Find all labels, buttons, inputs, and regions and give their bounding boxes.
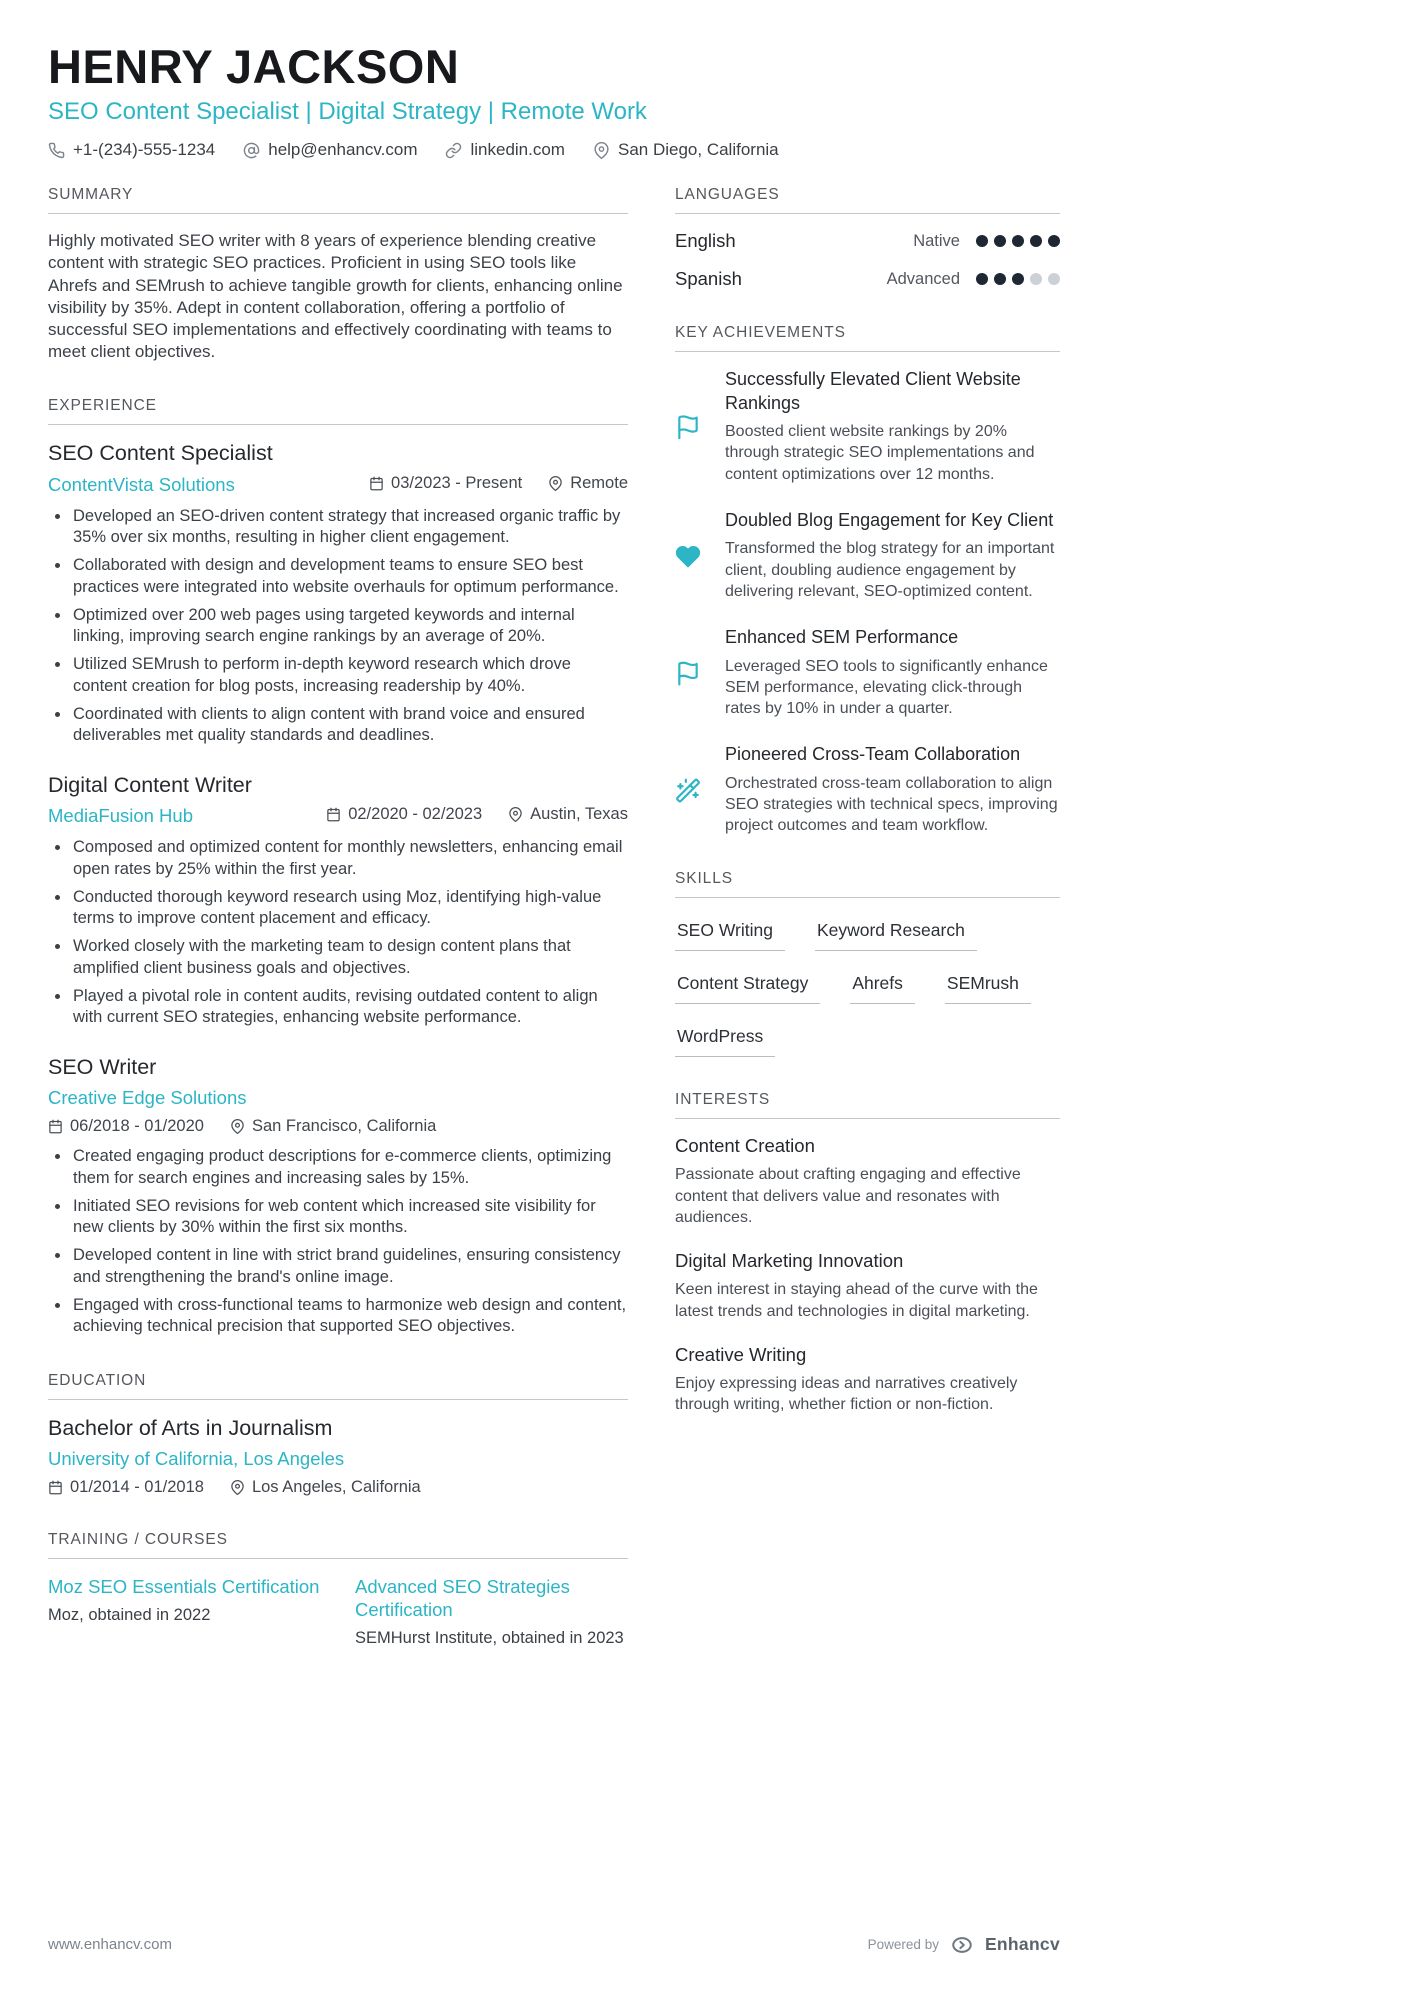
achievement-title: Enhanced SEM Performance <box>725 627 959 648</box>
education-dates <box>48 1478 204 1497</box>
job-dates <box>326 805 482 824</box>
section-summary <box>48 186 628 363</box>
course-title: Moz SEO Essentials Certification <box>48 1575 320 1597</box>
job-location <box>508 805 628 824</box>
interest-item <box>675 1344 1060 1416</box>
education-location <box>230 1478 421 1497</box>
education-meta <box>48 1478 628 1497</box>
bullet-point: • Collaborated with design and development teams to ensure SEO best practices were integrated into website overhauls for optimum performance. <box>71 555 628 598</box>
location-text: Remote <box>570 473 628 492</box>
education-heading: EDUCATION <box>48 1372 628 1400</box>
achievement-text: Orchestrated cross-team collaboration to align SEO strategies with technical specs, improving project outcomes and team workflow. <box>725 774 1058 835</box>
phone-icon <box>48 142 65 159</box>
calendar-icon <box>48 1480 63 1495</box>
job-location <box>548 474 628 493</box>
interest-text: Passionate about crafting engaging and effective content that delivers value and resonates with audiences. <box>675 1166 1021 1227</box>
job-title: SEO Content Specialist <box>48 440 273 465</box>
skills-heading: SKILLS <box>675 870 1060 898</box>
job-location <box>230 1117 436 1136</box>
calendar-icon <box>48 1119 63 1134</box>
dates-text: 02/2020 - 02/2023 <box>348 805 483 824</box>
right-column <box>675 186 1060 1415</box>
achievement-title: Successfully Elevated Client Website Rankings <box>725 369 1021 413</box>
location-pin-icon <box>593 142 610 159</box>
heart-icon <box>675 509 701 602</box>
achievement-item <box>675 626 1060 719</box>
bullet-point: • Engaged with cross-functional teams to harmonize web design and content, achieving technical precision that supported SEO objectives. <box>71 1295 628 1338</box>
summary-text: Highly motivated SEO writer with 8 years of experience blending creative content with strategic SEO practices. Proficient in using SEO tools like Ahrefs and SEMrush to achieve tangible growth for clients, enhancing online visibility by 35%. Adept in content collaboration, offering a portfolio of successful SEO implementations and effectively coordinating with teams to meet client objectives. <box>48 231 623 361</box>
at-sign-icon <box>243 142 260 159</box>
section-interests <box>675 1091 1060 1415</box>
company-name: Creative Edge Solutions <box>48 1087 247 1109</box>
page-footer <box>48 1934 1060 1955</box>
language-level: Native <box>913 231 960 250</box>
interest-item <box>675 1135 1060 1228</box>
interest-title: Digital Marketing Innovation <box>675 1250 904 1272</box>
interest-text: Keen interest in staying ahead of the curve with the latest trends and technologies in digital marketing. <box>675 1281 1038 1320</box>
flag-icon <box>675 626 701 719</box>
language-row <box>675 230 1060 252</box>
section-training <box>48 1531 628 1650</box>
company-name: ContentVista Solutions <box>48 473 235 495</box>
powered-by-label: Powered by <box>867 1937 939 1952</box>
experience-item <box>48 773 628 1029</box>
bullet-point: • Optimized over 200 web pages using targeted keywords and internal linking, improving search engine rankings by an average of 20%. <box>71 605 628 648</box>
skill-item: SEMrush <box>945 973 1031 1004</box>
brand-name: Enhancv <box>984 1934 1060 1954</box>
experience-item <box>48 441 628 747</box>
location-pin-icon <box>230 1480 245 1495</box>
proficiency-dot-empty <box>1030 273 1042 285</box>
job-title: SEO Writer <box>48 1054 157 1079</box>
bullet-point: • Created engaging product descriptions for e-commerce clients, optimizing them for search engines and increasing sales by 15%. <box>71 1146 628 1189</box>
location-text: Los Angeles, California <box>251 1477 421 1496</box>
interest-title: Creative Writing <box>675 1343 807 1365</box>
dates-text: 01/2014 - 01/2018 <box>70 1477 204 1496</box>
job-dates <box>48 1117 204 1136</box>
powered-by-badge[interactable] <box>868 1934 1060 1955</box>
language-name: Spanish <box>675 268 742 290</box>
achievement-body <box>725 509 1060 602</box>
course-title: Advanced SEO Strategies Certification <box>355 1575 570 1620</box>
achievement-title: Pioneered Cross-Team Collaboration <box>725 744 1021 765</box>
achievement-body <box>725 626 1060 719</box>
language-name: English <box>675 230 736 252</box>
section-education <box>48 1372 628 1497</box>
job-title: Digital Content Writer <box>48 772 252 797</box>
bullet-point: • Composed and optimized content for monthly newsletters, enhancing email open rates by 25% within the first year. <box>71 837 628 880</box>
left-column <box>48 186 628 1649</box>
section-languages <box>675 186 1060 290</box>
contact-linkedin[interactable] <box>445 140 565 160</box>
degree-title: Bachelor of Arts in Journalism <box>48 1415 333 1440</box>
skill-item: Ahrefs <box>850 973 915 1004</box>
location-pin-icon <box>508 807 523 822</box>
link-icon <box>445 142 462 159</box>
location-pin-icon <box>230 1119 245 1134</box>
dates-text: 06/2018 - 01/2020 <box>70 1117 204 1136</box>
bullet-point: • Initiated SEO revisions for web content which increased site visibility for new clients by 30% within the first six months. <box>71 1196 628 1239</box>
course-item <box>48 1575 321 1650</box>
flag-icon <box>675 368 701 485</box>
proficiency-dots <box>976 235 1060 247</box>
proficiency-dot-filled <box>994 273 1006 285</box>
job-meta <box>48 1117 628 1136</box>
job-bullets <box>48 837 628 1028</box>
company-row <box>48 805 628 827</box>
course-item <box>355 1575 628 1650</box>
proficiency-dot-filled <box>976 235 988 247</box>
job-meta <box>326 805 628 824</box>
candidate-name: HENRY JACKSON <box>48 40 460 93</box>
proficiency-dot-filled <box>1030 235 1042 247</box>
bullet-point: • Developed an SEO-driven content strategy that increased organic traffic by 35% over six months, resulting in higher client engagement. <box>71 506 628 549</box>
school-name: University of California, Los Angeles <box>48 1447 345 1469</box>
achievement-body <box>725 743 1060 836</box>
resume-columns <box>48 186 1060 1649</box>
achievement-item <box>675 368 1060 485</box>
location-pin-icon <box>548 476 563 491</box>
proficiency-dot-empty <box>1048 273 1060 285</box>
section-achievements <box>675 324 1060 836</box>
contact-email[interactable] <box>243 140 417 160</box>
skill-list <box>675 914 1060 1057</box>
achievement-body <box>725 368 1060 485</box>
proficiency-dot-filled <box>994 235 1006 247</box>
proficiency-dots <box>976 273 1060 285</box>
proficiency-dot-filled <box>1048 235 1060 247</box>
dates-text: 03/2023 - Present <box>391 473 523 492</box>
interest-title: Content Creation <box>675 1135 815 1157</box>
achievement-text: Transformed the blog strategy for an important client, doubling audience engagement by delivering relevant, SEO-optimized content. <box>725 540 1055 600</box>
job-dates <box>369 474 522 493</box>
location-text: Austin, Texas <box>530 805 628 824</box>
candidate-headline: SEO Content Specialist | Digital Strategy | Remote Work <box>48 98 647 126</box>
company-row <box>48 1087 628 1109</box>
footer-website[interactable]: www.enhancv.com <box>48 1936 172 1953</box>
skill-item: Keyword Research <box>815 920 977 951</box>
skill-item: Content Strategy <box>675 973 820 1004</box>
achievement-item <box>675 509 1060 602</box>
resume-header <box>48 42 1060 160</box>
interest-item <box>675 1250 1060 1322</box>
training-heading: TRAINING / COURSES <box>48 1531 628 1559</box>
bullet-point: • Played a pivotal role in content audits, revising outdated content to align with current SEO strategies, enhancing website performance. <box>71 986 628 1029</box>
contact-location <box>593 140 779 160</box>
language-level: Advanced <box>886 269 960 288</box>
skill-item: SEO Writing <box>675 920 785 951</box>
interest-text: Enjoy expressing ideas and narratives creatively through writing, whether fiction or non-fiction. <box>675 1374 1018 1414</box>
company-row <box>48 474 628 496</box>
skill-item: WordPress <box>675 1026 775 1057</box>
bullet-point: • Developed content in line with strict brand guidelines, ensuring consistency and strengthening the brand's online image. <box>71 1245 628 1288</box>
calendar-icon <box>369 476 384 491</box>
proficiency-dot-filled <box>976 273 988 285</box>
phone-number: +1-(234)-555-1234 <box>73 140 216 160</box>
achievement-text: Leveraged SEO tools to significantly enhance SEM performance, elevating click-through rates by 10% in under a quarter. <box>725 657 1048 718</box>
achievement-item <box>675 743 1060 836</box>
contact-row <box>48 140 1060 160</box>
bullet-point: • Utilized SEMrush to perform in-depth keyword research which drove content creation for blog posts, increasing readership by 40%. <box>71 654 628 697</box>
bullet-point: • Conducted thorough keyword research using Moz, identifying high-value terms to improve content placement and efficacy. <box>71 887 628 930</box>
location-text: San Francisco, California <box>251 1117 437 1136</box>
languages-heading: LANGUAGES <box>675 186 1060 214</box>
proficiency-dot-filled <box>1012 273 1024 285</box>
contact-phone <box>48 140 215 160</box>
achievement-title: Doubled Blog Engagement for Key Client <box>725 509 1054 530</box>
enhancv-logo-icon <box>949 1935 975 1955</box>
calendar-icon <box>326 807 341 822</box>
job-meta <box>369 474 628 493</box>
course-description: SEMHurst Institute, obtained in 2023 <box>355 1628 624 1647</box>
section-skills <box>675 870 1060 1057</box>
linkedin-url[interactable]: linkedin.com <box>470 140 565 160</box>
language-row <box>675 268 1060 290</box>
achievements-heading: KEY ACHIEVEMENTS <box>675 324 1060 352</box>
job-bullets <box>48 506 628 747</box>
summary-heading: SUMMARY <box>48 186 628 214</box>
bullet-point: • Coordinated with clients to align content with brand voice and ensured deliverables met quality standards and deadlines. <box>71 704 628 747</box>
achievement-text: Boosted client website rankings by 20% through strategic SEO implementations and content optimizations over 12 months. <box>725 423 1035 483</box>
bullet-point: • Worked closely with the marketing team to design content plans that amplified client business goals and objectives. <box>71 936 628 979</box>
course-list <box>48 1575 628 1650</box>
magic-wand-icon <box>675 743 701 836</box>
course-description: Moz, obtained in 2022 <box>48 1605 211 1624</box>
interests-heading: INTERESTS <box>675 1091 1060 1119</box>
proficiency-dot-filled <box>1012 235 1024 247</box>
section-experience <box>48 397 628 1338</box>
company-name: MediaFusion Hub <box>48 805 193 827</box>
job-bullets <box>48 1146 628 1337</box>
email-address[interactable]: help@enhancv.com <box>268 140 418 160</box>
experience-heading: EXPERIENCE <box>48 397 628 425</box>
location-text: San Diego, California <box>617 140 779 160</box>
experience-item <box>48 1055 628 1338</box>
